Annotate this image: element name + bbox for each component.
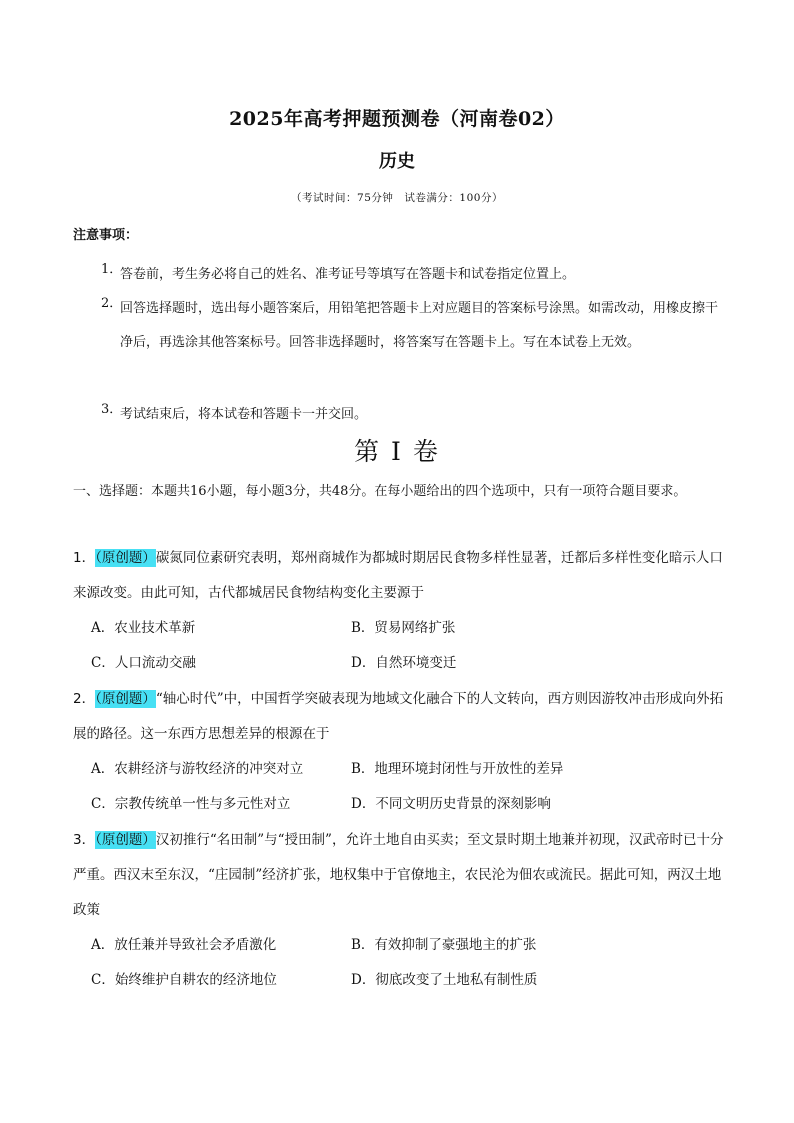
question-stem: [73, 541, 725, 611]
notice-item: [73, 258, 725, 292]
question-2: [73, 682, 725, 822]
notice-item: [73, 292, 725, 360]
question-text: 汉初推行“名田制”与“授田制”，允许土地自由买卖；至文景时期土地兼并初现，汉武帝时已十分严重。西汉末至东汉，“庄园制”经济扩张，地权集中于官僚地主，农民沦为佃农或流民。据此可知，两汉土地政策: [73, 832, 724, 918]
options: [91, 611, 725, 681]
question-text: “轴心时代”中，中国哲学突破表现为地域文化融合下的人文转向，西方则因游牧冲击形成向外拓展的路径。这一东西方思想差异的根源在于: [73, 691, 724, 742]
option-b[interactable]: B．有效抑制了豪强地主的扩张: [351, 937, 537, 953]
option-d[interactable]: D．彻底改变了土地私有制性质: [351, 972, 538, 988]
question-1: [73, 541, 725, 681]
question-text: 碳氮同位素研究表明，郑州商城作为都城时期居民食物多样性显著，迁都后多样性变化暗示人口来源改变。由此可知，古代都城居民食物结构变化主要源于: [73, 550, 723, 601]
option-a[interactable]: A．农业技术革新: [91, 620, 196, 636]
notice-heading: 注意事项：: [73, 228, 139, 243]
question-stem: [73, 682, 725, 752]
question-3: [73, 823, 725, 998]
question-stem: [73, 823, 725, 928]
exam-title: 2025年高考押题预测卷（河南卷02）: [229, 108, 565, 130]
option-b[interactable]: B．贸易网络扩张: [351, 620, 456, 636]
exam-info: （考试时间：75分钟 试卷满分：100分）: [291, 192, 503, 204]
notice-item: [73, 398, 725, 432]
original-question-tag: （原创题）: [95, 550, 156, 566]
option-d[interactable]: D．自然环境变迁: [351, 655, 457, 671]
option-d[interactable]: D．不同文明历史背景的深刻影响: [351, 796, 551, 812]
notice-number: 2．: [101, 296, 123, 311]
option-c[interactable]: C．始终维护自耕农的经济地位: [91, 972, 277, 988]
section-description: 一、选择题：本题共16小题，每小题3分，共48分。在每小题给出的四个选项中，只有一项符合题目要求。: [73, 484, 687, 499]
option-a[interactable]: A．农耕经济与游牧经济的冲突对立: [91, 761, 304, 777]
option-a[interactable]: A．放任兼并导致社会矛盾激化: [91, 937, 277, 953]
option-b[interactable]: B．地理环境封闭性与开放性的差异: [351, 761, 564, 777]
notice-text: 答卷前，考生务必将自己的姓名、准考证号等填写在答题卡和试卷指定位置上。: [120, 267, 576, 282]
notice-number: 1．: [101, 262, 123, 277]
question-number: 3．: [73, 832, 96, 848]
notice-number: 3．: [101, 402, 123, 417]
option-c[interactable]: C．宗教传统单一性与多元性对立: [91, 796, 291, 812]
subject-title: 历史: [379, 151, 415, 172]
original-question-tag: （原创题）: [95, 691, 156, 707]
question-number: 1．: [73, 550, 96, 566]
section-title: 第 I 卷: [354, 437, 440, 466]
options: [91, 752, 725, 822]
notice-text: 考试结束后，将本试卷和答题卡一并交回。: [120, 407, 368, 422]
option-c[interactable]: C．人口流动交融: [91, 655, 196, 671]
question-number: 2．: [73, 691, 96, 707]
notice-text: 回答选择题时，选出每小题答案后，用铅笔把答题卡上对应题目的答案标号涂黑。如需改动，用橡皮擦干净后，再选涂其他答案标号。回答非选择题时，将答案写在答题卡上。写在本试卷上无效。: [120, 301, 719, 350]
options: [91, 928, 725, 998]
original-question-tag: （原创题）: [95, 832, 156, 848]
